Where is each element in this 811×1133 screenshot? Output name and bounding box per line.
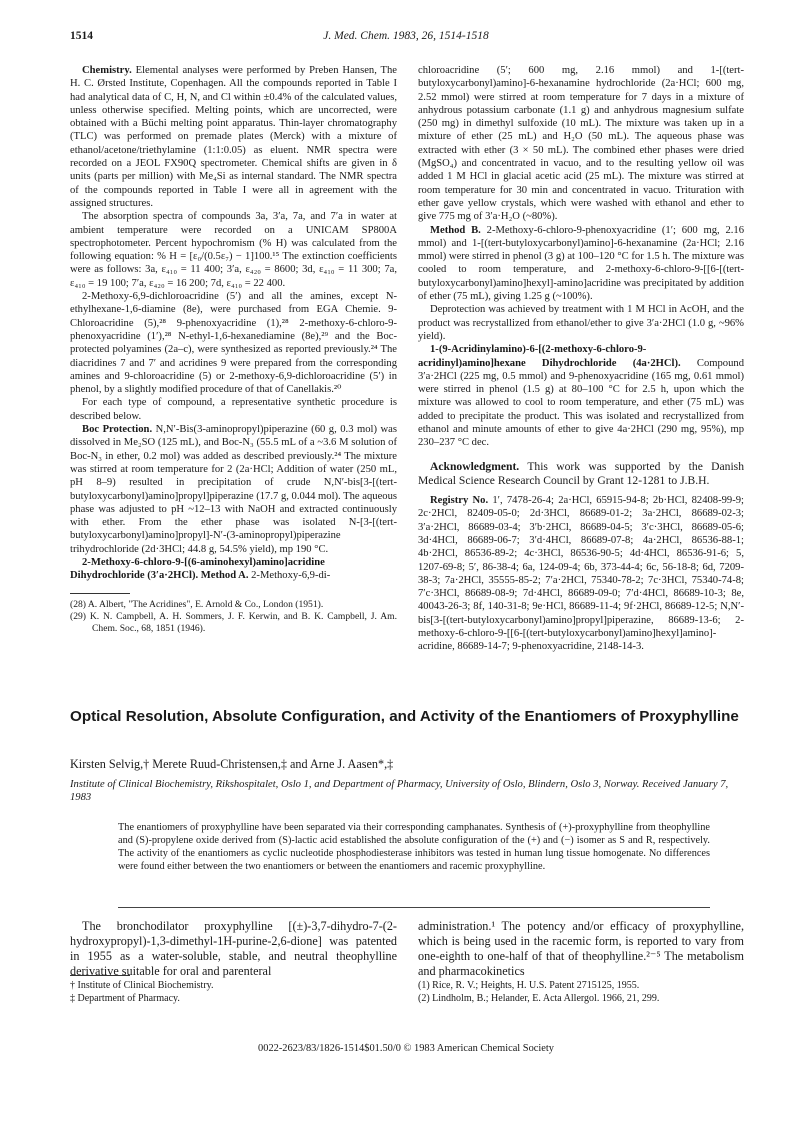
article-body-right xyxy=(418,919,744,979)
method-a-heading: 2-Methoxy-6-chloro-9-[(6-aminohexyl)amino]acridine Dihydrochloride (3′a·2HCl). Method A. xyxy=(70,556,325,582)
method-b-paragraph xyxy=(418,224,744,304)
article-affiliation: Institute of Clinical Biochemistry, Rikshospitalet, Oslo 1, and Department of Pharmacy, University of Oslo, Blindern, Oslo 3, Norway. Received January 7, 1983 xyxy=(70,779,729,804)
method-b-heading: Method B. xyxy=(430,224,481,236)
footnote-divider xyxy=(70,593,130,594)
reference-1: (1) Rice, R. V.; Heights, H. U.S. Patent 2715125, 1955. xyxy=(418,980,640,991)
article-references xyxy=(418,980,744,1005)
right-column xyxy=(418,64,744,654)
registry-paragraph xyxy=(418,494,744,654)
article-authors: Kirsten Selvig,† Merete Ruud-Christensen,‡ and Arne J. Aasen*,‡ xyxy=(70,757,394,771)
page-number: 1514 xyxy=(70,30,93,42)
journal-year: 1983 xyxy=(392,30,416,42)
method-a-text: 2-Methoxy-6,9-di- xyxy=(251,570,331,582)
journal-name: J. Med. Chem. xyxy=(323,30,391,42)
reference-28: (28) A. Albert, "The Acridines", E. Arnold & Co., London (1951). xyxy=(70,598,324,610)
compound-4a-heading: 1-(9-Acridinylamino)-6-[(2-methoxy-6-chloro-9-acridinyl)amino]hexane Dihydrochloride (4a·2HCl). xyxy=(418,344,681,369)
article-abstract: The enantiomers of proxyphylline have been separated via their corresponding camphanates. Synthesis of (+)-proxyphylline from theophylline and (S)-propylene oxide derived from (S)-lactic acid established the absolute configuration of the (+) and (−) isomer as S and R, respectively. The activity of the enantiomers as cyclic nucleotide phosphodiesterase inhibitors was tested in human lung tissue homogenate. No differences were found either between the two enantiomers or between the enantiomers and racemic proxyphylline. xyxy=(118,822,710,872)
boc-protection-text: N,N′-Bis(3-aminopropyl)piperazine (60 g, 0.3 mol) was dissolved in Me₂SO (125 mL), and Boc-N₃ (55.5 mL of a ~3.6 M solution of Boc-N₃ in ether, 0.2 mol) was added as described previously.²⁴ The mixture was stirred at room temperature for 2 (2a·HCl; Addition of water (250 mL, pH 8–9) resulted in precipitation of crude N,N′-bis[3-[(tert-butyloxycarbonyl)amino]propyl]piperazine (17.7 g, 0.044 mol). The aqueous phase was adjusted to pH ~12–13 with NaOH and extracted continuously with ether. From the ether phase was isolated N-[3-[(tert-butyloxycarbonyl)amino]propyl]-N′-(3-aminopropyl)piperazine trihydrochloride (2d·3HCl; 44.8 g, 54.5% yield), mp 190 °C. xyxy=(70,424,397,555)
footnote-dagger: † Institute of Clinical Biochemistry. xyxy=(70,980,214,991)
compound-4a-paragraph xyxy=(418,343,744,449)
method-a-paragraph xyxy=(70,556,397,583)
registry-text: 1′, 7478-26-4; 2a·HCl, 65915-94-8; 2b·HCl, 82408-99-9; 2c·2HCl, 82409-05-0; 2d·3HCl, 86689-01-2; 3a·2HCl, 86689-02-3; 3′a·2HCl, 86689-03-4; 3′b·2HCl, 86689-04-5; 3′c·3HCl, 86689-05-6; 3d·4HCl, 86689-06-7; 3′d·4HCl, 86689-07-8; 4a·2HCl, 86536-88-1; 4b·2HCl, 86536-89-2; 4c·3HCl, 86536-90-5; 4d·4HCl, 86536-91-6; 5, 1207-69-8; 5′, 86-38-4; 6a, 124-09-4; 6b, 373-44-4; 6c, 56-18-8; 6d, 7209-38-3; 7a·2HCl, 35555-85-2; 7′a·2HCl, 75340-78-2; 7c·3HCl, 75340-74-8; 7′c·3HCl, 86689-08-9; 7d·4HCl, 86689-09-0; 7′d·4HCl, 86689-10-3; 8e, 40043-26-3; 8f, 140-31-8; 9e·HCl, 86689-11-4; 9f·2HCl, 86689-12-5; N,N′-bis[3-[(tert-butyloxycarbonyl)amino]propyl]piperazine, 86689-13-6; 2-methoxy-6-chloro-9-[[6-[(tert-butyloxycarbonyl)amino]hexyl]amino]-acridine, 86689-14-7; 9-phenoxyacridine, 2148-14-3. xyxy=(418,495,744,653)
chemistry-paragraph xyxy=(70,64,397,210)
acknowledgment-paragraph xyxy=(418,460,744,488)
compound-4a-text: Compound 3′a·2HCl (225 mg, 0.5 mmol) and 9-phenoxyacridine (165 mg, 0.61 mmol) were stirred in phenol (1.5 g) at 80–100 °C for 2.5 h, upon which the mixture was allowed to cool to room temperature, and ether (75 mL) was added to precipitate the product. This was isolated and recrystallized from ethanol and minute amounts of ether to give 4a·2HCl (290 mg, 95%), mp 230–237 °C dec. xyxy=(418,357,744,449)
chemistry-heading: Chemistry. xyxy=(82,65,132,76)
intro-paragraph-right: administration.¹ The potency and/or efficacy of proxyphylline, which is being used in the racemic form, is reported to vary from one-eighth to one-half of that of theophylline.²⁻⁵ The metabolism and pharmacokinetics xyxy=(418,919,744,978)
journal-citation: J. Med. Chem. 1983, 26, 1514-1518 xyxy=(323,30,489,42)
intro-paragraph-left: The bronchodilator proxyphylline [(±)-3,7-dihydro-7-(2-hydroxypropyl)-1,3-dimethyl-1H-purine-2,6-dione] was patented in 1955 as a water-soluble, stable, and neutral theophylline derivative suitable for oral and parenteral xyxy=(70,919,397,978)
left-column xyxy=(70,64,397,635)
footnote-double-dagger: ‡ Department of Pharmacy. xyxy=(70,992,180,1004)
materials-paragraph: 2-Methoxy-6,9-dichloroacridine (5′) and all the amines, except N-ethylhexane-1,6-diamine (8e), were purchased from EGA Chemie. 9-Chloroacridine (5),²⁸ 9-phenoxyacridine (1),²⁸ 2-methoxy-6-chloro-9-phenoxyacridine (1′),²⁸ N-ethyl-1,6-hexanediamine (8e),²⁹ and the Boc-protected polyamines (2a–c), were synthesized as reported previously.²⁴ The diacridines 7 and 7′ and acridines 9 were prepared from the corresponding amines and 9-chloroacridine (5) or 2-methoxy-6,9-dichloroacridine (5′) in phenol, by a slightly modified procedure of that of Canellakis.²⁰ xyxy=(70,291,397,396)
deprotection-paragraph: Deprotection was achieved by treatment with 1 M HCl in AcOH, and the product was recrystallized from ethanol/ether to give 3′a·2HCl (1.0 g, ~96% yield). xyxy=(418,304,744,342)
absorption-paragraph: The absorption spectra of compounds 3a, 3′a, 7a, and 7′a in water at ambient temperature were recorded on a UNICAM SP800A spectrophotometer. Percent hypochromism (% H) was calculated from the following equation: % H = [ε₀/(0.5ε₇) − 1]100.¹⁵ The extinction coefficients were as follows: 3a, ε₄₁₀ = 11 400; 3′a, ε₄₂₀ = 8600; 3d, ε₄₁₀ = 11 300; 7a, ε₄₁₀ = 19 100; 7′a, ε₄₂₀ = 16 200; 7d, ε₄₁₀ = 22 400. xyxy=(70,211,397,289)
boc-protection-paragraph xyxy=(70,423,397,556)
reference-2: (2) Lindholm, B.; Helander, E. Acta Allergol. 1966, 21, 299. xyxy=(418,992,660,1004)
reference-29: (29) K. N. Campbell, A. H. Sommers, J. F. Kerwin, and B. K. Campbell, J. Am. Chem. Soc., 68, 1851 (1946). xyxy=(70,610,397,634)
copyright-line: 0022-2623/83/1826-1514$01.50/0 © 1983 American Chemical Society xyxy=(258,1043,554,1054)
affiliation-footnotes xyxy=(70,975,397,1005)
method-b-text: 2-Methoxy-6-chloro-9-phenoxyacridine (1′; 600 mg, 2.16 mmol) and 1-[(tert-butyloxycarbonyl)amino]-6-hexanamine (2a·HCl; 2.16 mmol) were stirred in phenol (3 g) at 100–120 °C for 1.5 h. The mixture was cooled to room temperature, and 2-methoxy-6-chloro-9-[[6-[(tert-butyloxycarbonyl)amino]hexyl]-amino]acridine was precipitated by addition of ether (75 mL), giving 1.25 g (~100%). xyxy=(418,224,744,303)
left-references xyxy=(70,599,397,635)
running-header xyxy=(70,30,742,46)
article-body-left xyxy=(70,919,397,979)
method-a-continued: chloroacridine (5′; 600 mg, 2.16 mmol) and 1-[(tert-butyloxycarbonyl)amino]-6-hexanamine hydrochloride (2a·HCl; 600 mg, 2.52 mmol) were stirred at room temperature for 7 days in a mixture of anhydrous potassium carbonate (1.1 g) and anhydrous magnesium sulfate (250 mg) in dimethyl sulfoxide (10 mL). The mixture was taken up in a mixture of ether (25 mL) and H₂O (50 mL). The aqueous phase was extracted with ether (3 × 50 mL). The combined ether phases were dried (MgSO₄) and concentrated in vacuo, and to the resulting yellow oil was added 1 M HCl in glacial acetic acid (25 mL). The mixture was stirred at room temperature for 30 min and concentrated in vacuo. Trituration with ether gave yellow crystals, which were washed with ethanol and ether to give 775 mg of 3′a·H₂O (~80%). xyxy=(418,65,744,223)
procedure-intro-paragraph: For each type of compound, a representative synthetic procedure is described below. xyxy=(70,397,397,422)
abstract-divider xyxy=(118,907,710,908)
acknowledgment-heading: Acknowledgment. xyxy=(430,459,520,473)
boc-protection-heading: Boc Protection. xyxy=(82,424,153,436)
journal-volume: 26 xyxy=(421,30,434,42)
footnote-rule xyxy=(70,975,130,976)
acknowledgment-text: This work was supported by the Danish Medical Science Research Council by Grant 12-1281 to J.B.H. xyxy=(418,459,744,487)
chemistry-text: Elemental analyses were performed by Preben Hansen, The H. C. Ørsted Institute, Copenhagen. All the compounds reported in Table I had analytical data of C, H, N, and Cl within ±0.4% of the calculated values, unless otherwise specified. Melting points, which are uncorrected, were obtained with a Büchi melting point apparatus. Thin-layer chromatography (TLC) was performed on premade plates (Merck) with a mixture of ethanol/acetone/triethylamine (1:1:0.05) as eluent. NMR spectra were recorded on a JEOL FX90Q spectrometer. Chemical shifts are given in δ units (parts per million) with Me₄Si as internal standard. The NMR spectra of the compounds reported in Table I were all in agreement with the assigned structures. xyxy=(70,65,398,209)
journal-pages: 1514-1518 xyxy=(438,30,489,42)
registry-heading: Registry No. xyxy=(430,495,489,507)
article-title: Optical Resolution, Absolute Configuration, and Activity of the Enantiomers of Proxyphylline xyxy=(70,708,739,725)
